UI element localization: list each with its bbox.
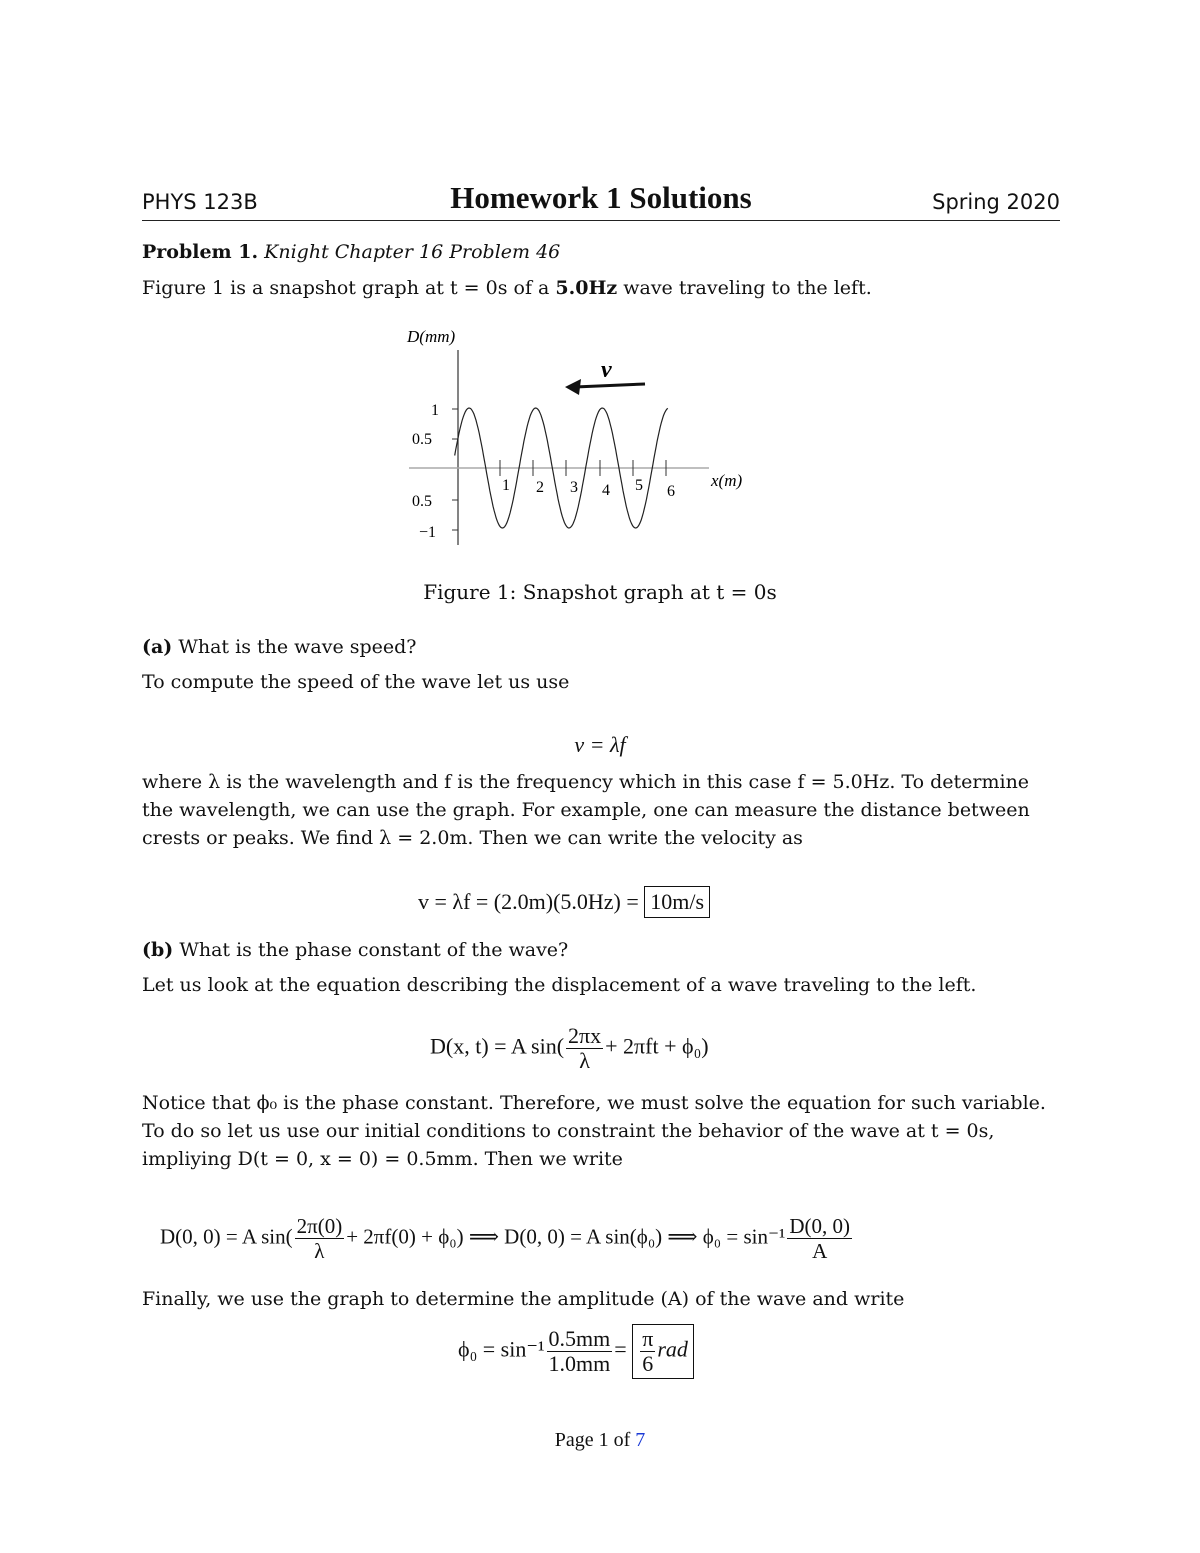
- velocity-equation: [418, 886, 710, 918]
- derivation-fraction-1: [295, 1214, 345, 1263]
- phase-result-left: ϕ₀ = sin⁻¹: [458, 1336, 545, 1362]
- part-b-question: [142, 936, 568, 964]
- course-code: PHYS 123B: [142, 190, 258, 214]
- x-tick-label: 6: [667, 483, 675, 500]
- problem-intro: [142, 274, 872, 302]
- figure-caption: Figure 1: Snapshot graph at t = 0s: [423, 580, 777, 604]
- x-tick-label: 1: [502, 477, 510, 494]
- phase-result-equals: =: [614, 1336, 627, 1362]
- problem-label: Problem 1.: [142, 241, 259, 263]
- phase-answer-unit: rad: [657, 1336, 688, 1362]
- velocity-arrowhead: [565, 379, 581, 395]
- velocity-label: v: [601, 357, 612, 383]
- x-tick-label: 4: [602, 482, 610, 499]
- intro-text-2: of a: [507, 277, 556, 299]
- fraction-numerator: π: [642, 1326, 654, 1351]
- part-b-para2: To do so let us use our initial conditions to constraint the behavior of the wave at t = 0s,: [142, 1120, 995, 1142]
- phase-answer-fraction: [640, 1327, 655, 1376]
- phase-result-fraction: [547, 1327, 613, 1376]
- fraction-denominator: λ: [579, 1048, 590, 1073]
- part-a-label: (a): [142, 636, 173, 658]
- problem-source: Knight Chapter 16 Problem 46: [264, 241, 561, 263]
- speed-equation: v = λf: [574, 732, 626, 757]
- problem-heading: [142, 238, 560, 266]
- derivation-fraction-2: [787, 1214, 852, 1263]
- fraction-denominator: λ: [314, 1239, 325, 1263]
- total-pages-link[interactable]: 7: [635, 1429, 646, 1451]
- part-a-para3: crests or peaks. We find λ = 2.0m. Then we can write the velocity as: [142, 827, 803, 849]
- page-header: [142, 180, 1060, 221]
- y-axis-label: D(mm): [407, 327, 456, 346]
- fraction-numerator: 2π(0): [296, 1214, 343, 1238]
- y-tick-label: −1: [419, 524, 437, 541]
- intro-text: Figure 1 is a snapshot graph at: [142, 277, 450, 299]
- part-b-line1: Let us look at the equation describing the displacement of a wave traveling to the left.: [142, 974, 977, 996]
- velocity-equation-body: v = λf = (2.0m)(5.0Hz) =: [418, 889, 639, 914]
- fraction-denominator: A: [812, 1239, 828, 1263]
- page-footer: [0, 1429, 1200, 1452]
- wave-equation: [430, 1024, 709, 1073]
- fraction-denominator: 6: [642, 1351, 654, 1376]
- phase-answer-box: [632, 1324, 694, 1379]
- part-b-question-text: What is the phase constant of the wave?: [179, 939, 569, 961]
- phase-derivation-equation: [160, 1214, 854, 1263]
- part-a-question-text: What is the wave speed?: [178, 636, 417, 658]
- part-b-para1: Notice that ϕ₀ is the phase constant. Therefore, we must solve the equation for such variable.: [142, 1092, 1046, 1114]
- velocity-arrow: [575, 384, 645, 387]
- part-a-para1: where λ is the wavelength and f is the frequency which in this case f = 5.0Hz. To determine: [142, 771, 1030, 793]
- intro-frequency: 5.0Hz: [555, 277, 618, 299]
- y-tick-label: 0.5: [412, 493, 432, 510]
- part-a-para2: the wavelength, we can use the graph. For example, one can measure the distance between: [142, 799, 1030, 821]
- x-tick-label: 2: [536, 479, 544, 496]
- fraction-numerator: 2πx: [568, 1023, 602, 1048]
- intro-time: t = 0s: [449, 277, 508, 299]
- fraction-denominator: 1.0mm: [548, 1351, 611, 1376]
- x-axis-label: x(m): [711, 471, 743, 490]
- part-b-para3: impliying D(t = 0, x = 0) = 0.5mm. Then we write: [142, 1148, 623, 1170]
- part-a-question: [142, 633, 417, 661]
- wave-equation-left: D(x, t) = A sin(: [430, 1033, 565, 1059]
- part-b-line2: Finally, we use the graph to determine the amplitude (A) of the wave and write: [142, 1288, 905, 1310]
- wave-equation-right: + 2πft + ϕ₀): [605, 1033, 709, 1059]
- derivation-part-1: D(0, 0) = A sin(: [160, 1224, 293, 1249]
- x-tick-label: 3: [570, 479, 578, 496]
- wave-equation-fraction: [566, 1024, 603, 1073]
- derivation-part-2: + 2πf(0) + ϕ₀) ⟹ D(0, 0) = A sin(ϕ₀) ⟹ ϕ₀ = sin⁻¹: [346, 1224, 786, 1249]
- y-tick-label: 1: [431, 402, 439, 419]
- fraction-numerator: D(0, 0): [789, 1214, 851, 1238]
- document-title: Homework 1 Solutions: [450, 180, 752, 215]
- page-number-label: Page 1 of: [554, 1429, 636, 1451]
- term-label: Spring 2020: [932, 190, 1060, 214]
- velocity-answer-box: 10m/s: [644, 886, 710, 918]
- x-tick-label: 5: [635, 477, 643, 494]
- snapshot-graph: [395, 320, 775, 555]
- y-tick-label: 0.5: [412, 431, 432, 448]
- part-a-line1: To compute the speed of the wave let us use: [142, 671, 570, 693]
- intro-text-3: wave traveling to the left.: [617, 277, 872, 299]
- part-b-label: (b): [142, 939, 174, 961]
- phase-result-equation: [458, 1324, 694, 1379]
- fraction-numerator: 0.5mm: [548, 1326, 611, 1351]
